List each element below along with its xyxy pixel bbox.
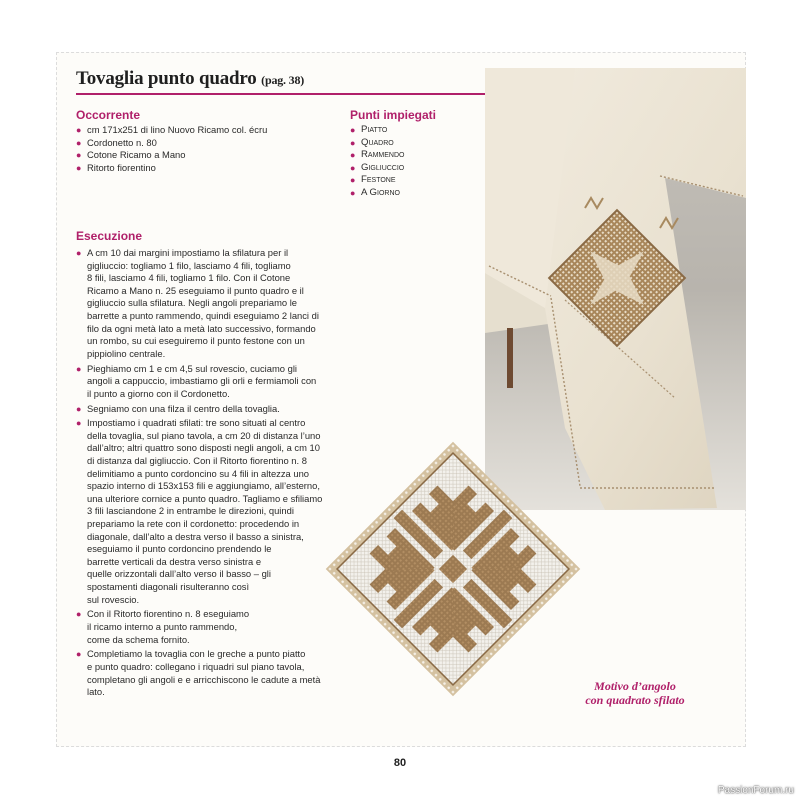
paragraph-line: Ricamo a Mano n. 25 eseguiamo il punto quadro e il xyxy=(87,284,304,296)
paragraph-line: 3 fili lasciandone 2 in entrambe le direzioni, quindi xyxy=(87,505,294,517)
list-item: ● A Giorno xyxy=(350,186,400,198)
paragraph-line: pippiolino centrale. xyxy=(87,347,166,359)
title-main: Tovaglia punto quadro xyxy=(76,68,257,89)
paragraph-line: dall’altro; altri quattro sono disposti negli angoli, a cm 10 xyxy=(87,442,320,454)
paragraph-line: gigliuccio sulla sfilatura. Negli angoli prepariamo le xyxy=(87,297,298,309)
paragraph-line: eseguiamo il punto cordoncino prendendo le xyxy=(87,543,272,555)
paragraph-line: prepariamo la rete con il cordonetto: procedendo in xyxy=(87,518,300,530)
paragraph-line: come da schema fornito. xyxy=(87,633,190,645)
list-item: ● Ritorto fiorentino xyxy=(76,161,156,173)
paragraph-line: Impostiamo i quadrati sfilati: tre sono situati al centro xyxy=(87,417,306,429)
paragraph-line: barrette verticali da destra verso sinistra e xyxy=(87,555,262,567)
paragraph-line: angoli a cappuccio, imbastiamo gli orli e fermiamoli con xyxy=(87,375,317,387)
paragraph-line: diagonale, dall’alto a destra verso il basso a sinistra, xyxy=(87,530,304,542)
paragraph-line: Pieghiamo cm 1 e cm 4,5 sul rovescio, cuciamo gli xyxy=(87,362,297,374)
paragraph-line: sul rovescio. xyxy=(87,593,140,605)
punti-list xyxy=(350,124,480,200)
paragraph-line: filo da ogni metà lato a metà lato successivo, formando xyxy=(87,322,316,334)
list-item: ● Cordonetto n. 80 xyxy=(76,136,157,148)
list-item: ● Cotone Ricamo a Mano xyxy=(76,149,186,161)
paragraph-line: completano gli angoli e e arricchiscono le cadute a metà xyxy=(87,673,321,685)
caption-line-1: Motivo d’angolo xyxy=(594,679,676,693)
paragraph-line: A cm 10 dai margini impostiamo la sfilatura per il xyxy=(87,247,289,258)
paragraph-line: spazio interno di 153x153 fili e aggiungiamo, all’esterno, xyxy=(87,480,320,492)
list-item: ● Completiamo la tovaglia con le greche a punto piatto e punto quadro: collegano i riquadri sul piano tavola, completano gli angoli e e arricchiscono le cadute a metà lato. xyxy=(76,648,376,698)
paragraph-line: una ulteriore cornice a punto quadro. Tagliamo e sfiliamo xyxy=(87,492,323,504)
list-item: ● Impostiamo i quadrati sfilati: tre sono situati al centro della tovaglia, sul piano tavola, a cm 20 di distanza l’uno dall’altro; altri quattro sono disposti negli angoli, a cm 10 di distanza dal gigliuccio. Con il Ritorto fiorentino n. 8 delimitiamo a punto cordoncino su 4 fili in altezza uno spazio interno di 153x153 fili e aggiungiamo, all’esterno, una ulteriore cornice a punto quadro. Tagliamo e sfiliamo 3 fili lasciandone 2 in entrambe le direzioni, quindi prepariamo la rete con il cordonetto: procedendo in diagonale, dall’alto a destra verso il basso a sinistra, eseguiamo il punto cordoncino prendendo le barrette verticali da destra verso sinistra e quelle orizzontali dall’alto verso il basso – gli spostamenti diagonali risulteranno così sul rovescio. xyxy=(76,417,376,606)
paragraph-line: Con il Ritorto fiorentino n. 8 eseguiamo xyxy=(87,608,250,620)
paragraph-line: della tovaglia, sul piano tavola, a cm 20 di distanza l’uno xyxy=(87,429,321,441)
paragraph-line: e punto quadro: collegano i riquadri sul piano tavola, xyxy=(87,660,305,672)
list-item: ● cm 171x251 di lino Nuovo Ricamo col. écru xyxy=(76,124,268,135)
list-item: ● Segniamo con una filza il centro della tovaglia. xyxy=(76,403,376,416)
page-title xyxy=(76,68,304,89)
paragraph-line: Completiamo la tovaglia con le greche a punto piatto xyxy=(87,648,306,660)
motif-caption xyxy=(560,679,710,707)
list-item: ● Festone xyxy=(350,174,396,186)
list-item: ● Pieghiamo cm 1 e cm 4,5 sul rovescio, cuciamo gli angoli a cappuccio, imbastiamo gli orli e fermiamoli con il punto a giorno con il Cordonetto. xyxy=(76,363,376,401)
paragraph-line: quelle orizzontali dall’alto verso il basso – gli xyxy=(87,568,271,580)
paragraph-line: di distanza dal gigliuccio. Con il Ritorto fiorentino n. 8 xyxy=(87,455,307,467)
paragraph-line: gigliuccio: togliamo 1 filo, lasciamo 4 fili, togliamo xyxy=(87,259,291,271)
title-bar xyxy=(76,68,486,95)
punti-heading: Punti impiegati xyxy=(350,108,437,122)
motif-detail-image xyxy=(322,438,584,700)
paragraph-line: 8 fili, lasciamo 4 fili, togliamo 1 filo. Con il Cotone xyxy=(87,272,291,284)
paragraph-line: delimitiamo a punto cordoncino su 4 fili in altezza uno xyxy=(87,467,310,479)
list-item: ● Gigliuccio xyxy=(350,161,405,173)
list-item: ● Rammendo xyxy=(350,149,405,161)
paragraph-line: barrette a punto rammendo, quindi eseguiamo 2 lanci di xyxy=(87,309,319,321)
list-item: ● Con il Ritorto fiorentino n. 8 eseguiamo il ricamo interno a punto rammendo, come da schema fornito. xyxy=(76,608,376,646)
list-item: ● A cm 10 dai margini impostiamo la sfilatura per il gigliuccio: togliamo 1 filo, lasciamo 4 fili, togliamo 8 fili, lasciamo 4 fili, togliamo 1 filo. Con il Cotone Ricamo a Mano n. 25 eseguiamo il punto quadro e il gigliuccio sulla sfilatura. Negli angoli prepariamo le barrette a punto rammendo, quindi eseguiamo 2 lanci di filo da ogni metà lato a metà lato successivo, formando un rombo, su cui eseguiremo il punto festone con un pippiolino centrale. xyxy=(76,247,376,360)
caption-line-2: con quadrato sfilato xyxy=(585,693,685,707)
paragraph-line: un rombo, su cui eseguiremo il punto festone con un xyxy=(87,335,305,347)
watermark: PassionForum.ru xyxy=(717,785,794,796)
list-item: ● Quadro xyxy=(350,136,394,148)
page-number: 80 xyxy=(393,757,407,769)
list-item: ● Piatto xyxy=(350,124,388,135)
occorrente-heading: Occorrente xyxy=(76,108,141,122)
paragraph-line: spostamenti diagonali risulteranno così xyxy=(87,581,250,592)
esecuzione-heading: Esecuzione xyxy=(76,229,143,243)
paragraph-line: lato. xyxy=(87,686,105,698)
occorrente-list xyxy=(76,124,346,174)
paragraph-line: Segniamo con una filza il centro della tovaglia. xyxy=(87,402,280,414)
paragraph-line: il punto a giorno con il Cordonetto. xyxy=(87,387,230,399)
paragraph-line: il ricamo interno a punto rammendo, xyxy=(87,620,238,632)
title-page-ref: (pag. 38) xyxy=(261,73,305,87)
